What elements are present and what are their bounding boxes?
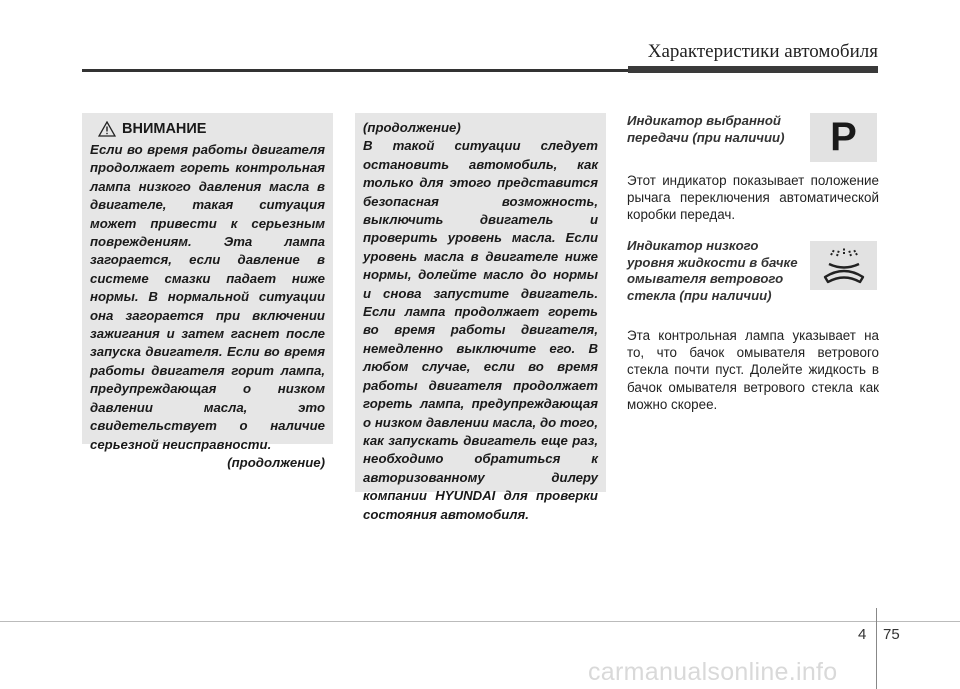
warning-box [82, 113, 333, 470]
warning-heading [90, 119, 325, 139]
chapter-number: 4 [858, 626, 867, 643]
warning-heading-label: ВНИМАНИЕ [122, 120, 207, 137]
footer-divider [876, 608, 877, 689]
washer-indicator-title: Индикатор низкого уровня жидкости в бачке омывателя ветрового стекла (при наличии) [627, 238, 798, 303]
watermark: carmanualsonline.info [588, 658, 838, 686]
continued-text: В такой ситуации следует остановить автомобиль, как только для этого представится безопасная возможность, выключить двигатель и проверить уровень масла. Если уровень масла в двигателе ниже нормы, долейте масло до нормы и снова запустите двигатель. Если лампа продолжает гореть во время работы двигателя, немедленно выключите его. В любом случае, если во время работы двигателя продолжает гореть лампа, предупреждающая о низком давлении масла, до того, как запускать двигатель еще раз, необходимо обратиться к авторизованному дилеру компании HYUNDAI для проверки состояния автомобиля. [363, 138, 598, 522]
header-accent-bar [628, 66, 878, 73]
warning-triangle-icon [98, 121, 116, 137]
warning-continued-label: (продолжение) [227, 454, 325, 470]
gear-indicator-title: Индикатор выбранной передачи (при наличии) [627, 113, 785, 145]
gear-position-p-icon: P [810, 113, 877, 162]
gear-indicator-text: Этот индикатор показывает положение рычага переключения автоматической коробки передач. [627, 173, 879, 223]
washer-fluid-low-icon [810, 241, 877, 290]
page-number: 75 [883, 626, 900, 643]
footer-rule [0, 621, 960, 622]
continued-warning-box [355, 113, 606, 522]
warning-text: Если во время работы двигателя продолжает гореть контрольная лампа низкого давления масла в двигателе, такая ситуация может привести к серьезным повреждениям. Эта лампа загорается, если давление в системе смазки падает ниже нормы. В нормальной ситуации она загорается при включении зажигания и затем гаснет после запуска двигателя. Если во время работы двигателя горит лампа, предупреждающая о низком давлении масла, это свидетельствует о наличие серьезной неисправности. [90, 142, 325, 452]
page-header-title: Характеристики автомобиля [647, 41, 878, 62]
washer-indicator-text: Эта контрольная лампа указывает на то, что бачок омывателя ветрового стекла почти пуст. Долейте жидкость в бачок омывателя ветрового стекла как можно скорее. [627, 328, 879, 412]
continued-label: (продолжение) [363, 120, 461, 135]
